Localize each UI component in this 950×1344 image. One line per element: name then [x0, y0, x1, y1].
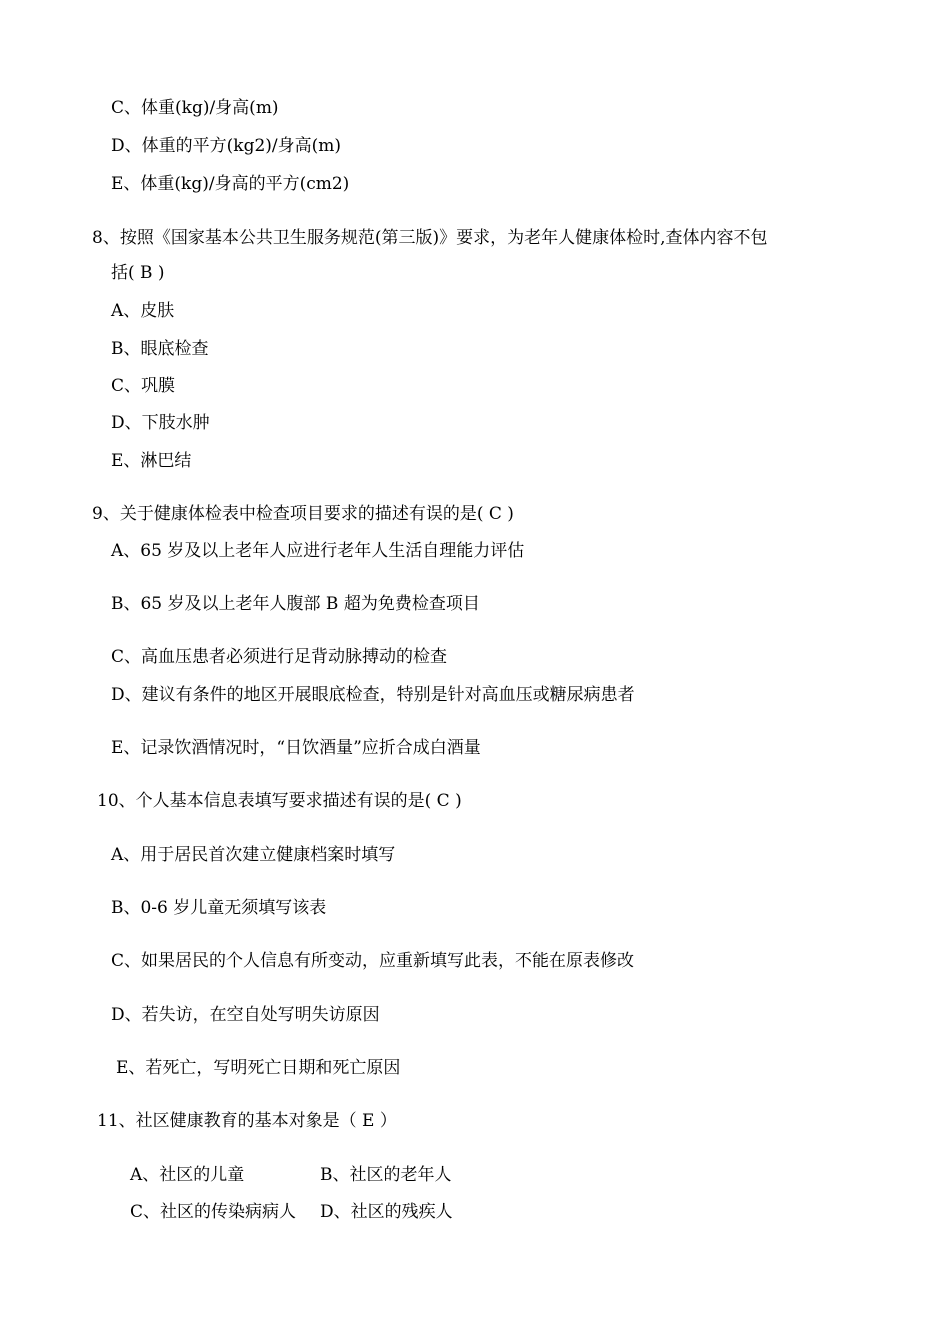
q11-option-d: D、社区的残疾人	[320, 1202, 453, 1222]
q8-option-b: B、眼底检查	[111, 339, 209, 359]
q9-option-b: B、65 岁及以上老年人腹部 B 超为免费检查项目	[111, 594, 480, 614]
q9-option-e: E、记录饮酒情况时，“日饮酒量”应折合成白酒量	[111, 738, 481, 758]
q9-stem: 9、关于健康体检表中检查项目要求的描述有误的是( C )	[92, 504, 514, 524]
q8-option-c: C、巩膜	[111, 376, 176, 396]
q8-stem: 8、按照《国家基本公共卫生服务规范(第三版)》要求，为老年人健康体检时,查体内容不包	[92, 228, 768, 248]
q9-option-c: C、高血压患者必须进行足背动脉搏动的检查	[111, 647, 448, 667]
q7-option-e: E、体重(kg)/身高的平方(cm2)	[111, 174, 350, 194]
q10-option-d: D、若失访，在空自处写明失访原因	[111, 1005, 380, 1025]
q11-option-a: A、社区的儿童	[130, 1165, 245, 1185]
q11-option-c: C、社区的传染病病人	[130, 1202, 297, 1222]
q11-stem: 11、社区健康教育的基本对象是（ E ）	[97, 1111, 397, 1131]
q9-option-a: A、65 岁及以上老年人应进行老年人生活自理能力评估	[111, 541, 525, 561]
q7-option-d: D、体重的平方(kg2)/身高(m)	[111, 136, 342, 156]
q10-option-e: E、若死亡，写明死亡日期和死亡原因	[116, 1058, 401, 1078]
q9-option-d: D、建议有条件的地区开展眼底检查，特别是针对高血压或糖尿病患者	[111, 685, 635, 705]
q10-option-a: A、用于居民首次建立健康档案时填写	[111, 845, 396, 865]
q8-option-d: D、下肢水肿	[111, 413, 210, 433]
q11-option-b: B、社区的老年人	[320, 1165, 452, 1185]
q8-stem-cont: 括( B )	[111, 263, 165, 283]
q8-option-e: E、淋巴结	[111, 451, 192, 471]
q10-stem: 10、个人基本信息表填写要求描述有误的是( C )	[97, 791, 462, 811]
q8-option-a: A、皮肤	[111, 301, 175, 321]
q10-option-c: C、如果居民的个人信息有所变动，应重新填写此表，不能在原表修改	[111, 951, 635, 971]
q7-option-c: C、体重(kg)/身高(m)	[111, 98, 279, 118]
q10-option-b: B、0-6 岁儿童无须填写该表	[111, 898, 327, 918]
